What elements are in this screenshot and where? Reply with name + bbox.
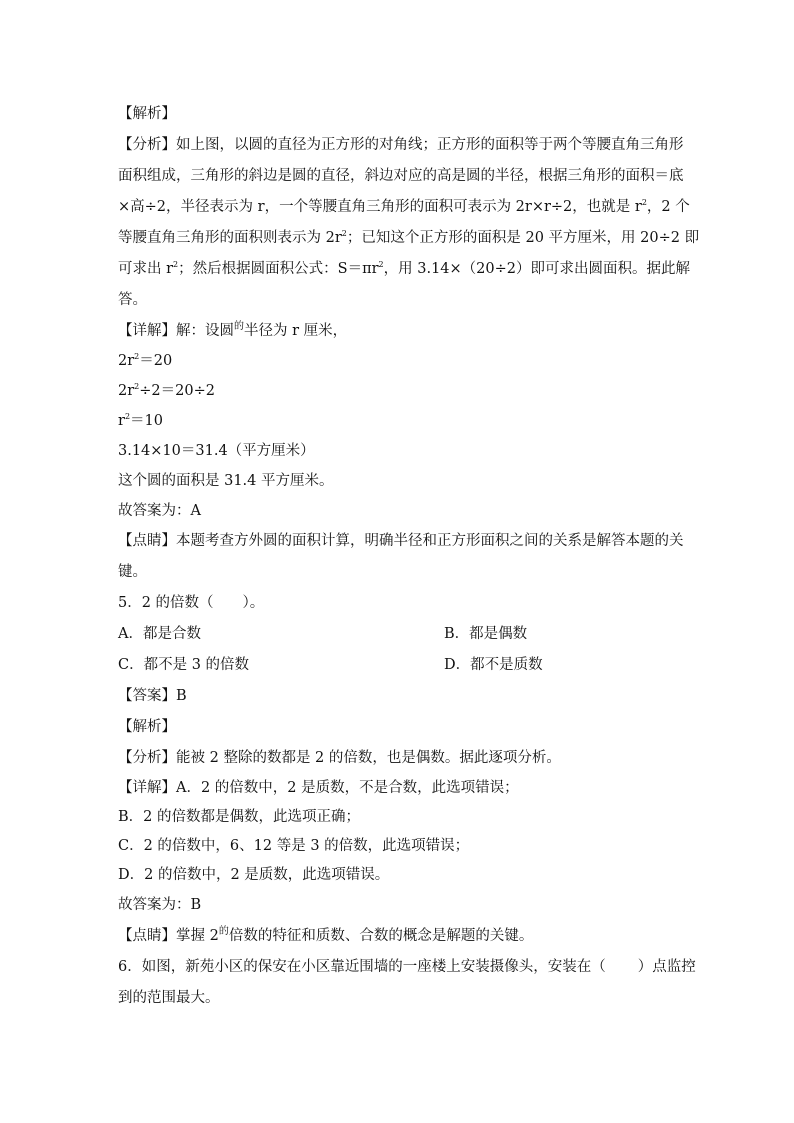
q4-analysis-line-4: 等腰直角三角形的面积则表示为 $2r^2$；已知这个正方形的面积是 20 平方厘米，用 20÷2 即	[118, 229, 700, 246]
q5-answer: 【答案】B	[118, 688, 187, 704]
q5-options-row-2	[118, 650, 678, 681]
q4-comment-line-1: 【点睛】本题考查方外圆的面积计算，明确半径和正方形面积之间的关系是解答本题的关	[118, 533, 684, 549]
q4-comment-line-2: 键。	[118, 564, 147, 580]
q5-question: 5．2 的倍数（ ）。	[118, 595, 265, 611]
q5-detail-line-3: C．2 的倍数中，6、12 等是 3 的倍数，此选项错误；	[118, 838, 470, 854]
q5-option-d: D．都不是质数	[444, 657, 543, 673]
q5-analysis: 【分析】能被 2 整除的数都是 2 的倍数，也是偶数。据此逐项分析。	[118, 750, 561, 766]
q5-jiexi-heading: 【解析】	[118, 719, 176, 735]
q4-equation-4: 3.14×10＝31.4（平方厘米）	[118, 443, 315, 459]
q4-analysis-line-5: 可求出 $r^2$；然后根据圆面积公式：$S=\pi r^2$，用 3.14×（20÷2）即可求出圆面积。据此解	[118, 260, 691, 277]
q5-answer-line: 故答案为：B	[118, 897, 202, 913]
q4-area-conclusion: 这个圆的面积是 31.4 平方厘米。	[118, 473, 334, 489]
q4-equation-2: $2r^2\div 2=20\div 2$	[118, 382, 215, 399]
q4-analysis-line-3: ×高÷2，半径表示为 r，一个等腰直角三角形的面积可表示为 2r×r÷2，也就是 $r^2$，2 个	[118, 198, 690, 215]
q4-jiexi-heading: 【解析】	[118, 106, 176, 122]
q5-option-c: C．都不是 3 的倍数	[118, 657, 250, 673]
q4-analysis-line-2: 面积组成，三角形的斜边是圆的直径，斜边对应的高是圆的半径，根据三角形的面积＝底	[118, 168, 684, 184]
q5-detail-line-1: 【详解】A．2 的倍数中，2 是质数，不是合数，此选项错误；	[118, 780, 519, 796]
q5-comment: 【点睛】掌握 $2^的$倍数的特征和质数、合数的概念是解题的关键。	[118, 926, 534, 944]
q4-equation-1: $2r^2=20$	[118, 352, 173, 369]
q5-detail-line-2: B．2 的倍数都是偶数，此选项正确；	[118, 809, 360, 825]
q5-options-row-1	[118, 619, 678, 650]
q5-detail-line-4: D．2 的倍数中，2 是质数，此选项错误。	[118, 867, 390, 883]
document-page	[118, 99, 700, 1014]
q4-analysis-line-1: 【分析】如上图，以圆的直径为正方形的对角线；正方形的面积等于两个等腰直角三角形	[118, 137, 684, 153]
q4-answer-line: 故答案为：A	[118, 503, 201, 519]
q6-question-line-1: 6．如图，新苑小区的保安在小区靠近围墙的一座楼上安装摄像头，安装在（ ）点监控	[118, 959, 696, 975]
q4-analysis-line-6: 答。	[118, 292, 147, 308]
q5-option-a: A．都是合数	[118, 626, 201, 642]
q4-detail-line: 【详解】解：设圆$^的$半径为 r 厘米，	[118, 321, 348, 339]
q5-option-b: B．都是偶数	[444, 626, 528, 642]
q6-question-line-2: 到的范围最大。	[118, 990, 220, 1006]
q4-equation-3: $r^2=10$	[118, 412, 163, 429]
